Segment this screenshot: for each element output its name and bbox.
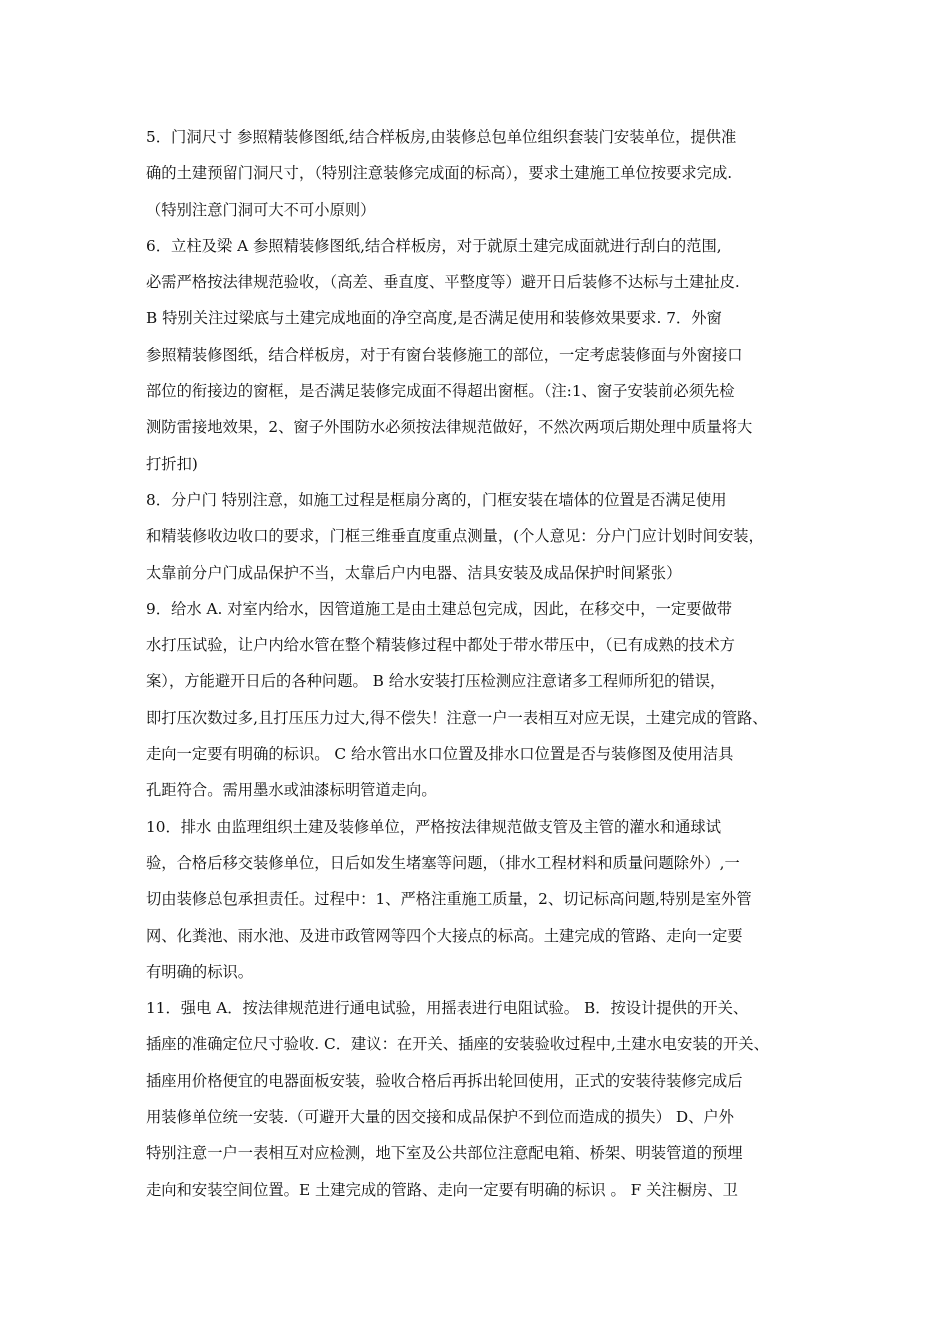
text-line: 水打压试验，让户内给水管在整个精装修过程中都处于带水带压中，（已有成熟的技术方 [146, 636, 735, 655]
text-line: 确的土建预留门洞尺寸，（特别注意装修完成面的标高），要求土建施工单位按要求完成. [146, 164, 733, 183]
document-body [146, 119, 814, 1208]
text-line: 验，合格后移交装修单位，日后如发生堵塞等问题，（排水工程材料和质量问题除外）,一 [146, 853, 740, 872]
text-line: 8．分户门 特别注意，如施工过程是框扇分离的，门框安装在墙体的位置是否满足使用 [146, 490, 727, 509]
text-line: 11．强电 A．按法律规范进行通电试验，用摇表进行电阻试验。 B．按设计提供的开关、 [146, 999, 749, 1018]
text-line: 即打压次数过多,且打压压力过大,得不偿失！注意一户一表相互对应无误，土建完成的管路、 [146, 708, 768, 727]
text-line: 和精装修收边收口的要求，门框三维垂直度重点测量，(个人意见：分户门应计划时间安装， [146, 527, 764, 546]
text-line: 5．门洞尺寸 参照精装修图纸,结合样板房,由装修总包单位组织套装门安装单位，提供准 [146, 128, 737, 146]
text-line: 必需严格按法律规范验收，（高差、垂直度、平整度等）避开日后装修不达标与土建扯皮. [146, 273, 740, 292]
text-line: 插座用价格便宜的电器面板安装，验收合格后再拆出轮回使用，正式的安装待装修完成后 [146, 1071, 743, 1090]
text-line: 插座的准确定位尺寸验收. C．建议：在开关、插座的安装验收过程中,土建水电安装的开关、 [146, 1035, 769, 1054]
text-line: 打折扣) [146, 454, 198, 473]
text-line: 特别注意一户一表相互对应检测，地下室及公共部位注意配电箱、桥架、明装管道的预埋 [146, 1144, 743, 1163]
text-line: 部位的衔接边的窗框，是否满足装修完成面不得超出窗框。（注:1、窗子安装前必须先检 [146, 382, 735, 401]
text-line: （特别注意门洞可大不可小原则） [146, 200, 376, 219]
text-line: 6．立柱及梁 A 参照精装修图纸,结合样板房，对于就原土建完成面就进行刮白的范围, [146, 236, 722, 255]
text-line: 孔距符合。需用墨水或油漆标明管道走向。 [146, 781, 437, 800]
text-line: 测防雷接地效果，2、窗子外围防水必须按法律规范做好，不然次两项后期处理中质量将大 [146, 418, 753, 437]
text-line: 走向一定要有明确的标识。 C 给水管出水口位置及排水口位置是否与装修图及使用洁具 [146, 745, 734, 764]
text-line: 参照精装修图纸，结合样板房，对于有窗台装修施工的部位，一定考虑装修面与外窗接口 [146, 345, 743, 364]
text-line: 有明确的标识。 [146, 962, 254, 981]
text-line: 9．给水 A. 对室内给水，因管道施工是由土建总包完成，因此，在移交中，一定要做带 [146, 599, 733, 618]
text-line: 网、化粪池、雨水池、及进市政管网等四个大接点的标高。土建完成的管路、走向一定要 [146, 926, 743, 945]
text-line: 案），方能避开日后的各种问题。 B 给水安装打压检测应注意诸多工程师所犯的错误， [146, 672, 726, 691]
text-line: 太靠前分户门成品保护不当，太靠后户内电器、洁具安装及成品保护时间紧张） [146, 563, 682, 582]
text-line: B 特别关注过梁底与土建完成地面的净空高度,是否满足使用和装修效果要求. 7．外窗 [146, 309, 722, 328]
text-line: 切由装修总包承担责任。过程中：1、严格注重施工质量，2、切记标高问题,特别是室外管 [146, 890, 752, 909]
text-line: 用装修单位统一安装.（可避开大量的因交接和成品保护不到位而造成的损失） D、户外 [146, 1108, 734, 1127]
text-line: 走向和安装空间位置。E 土建完成的管路、走向一定要有明确的标识 。 F 关注橱房、卫 [146, 1180, 738, 1199]
text-line: 10．排水 由监理组织土建及装修单位，严格按法律规范做支管及主管的灌水和通球试 [146, 817, 722, 836]
